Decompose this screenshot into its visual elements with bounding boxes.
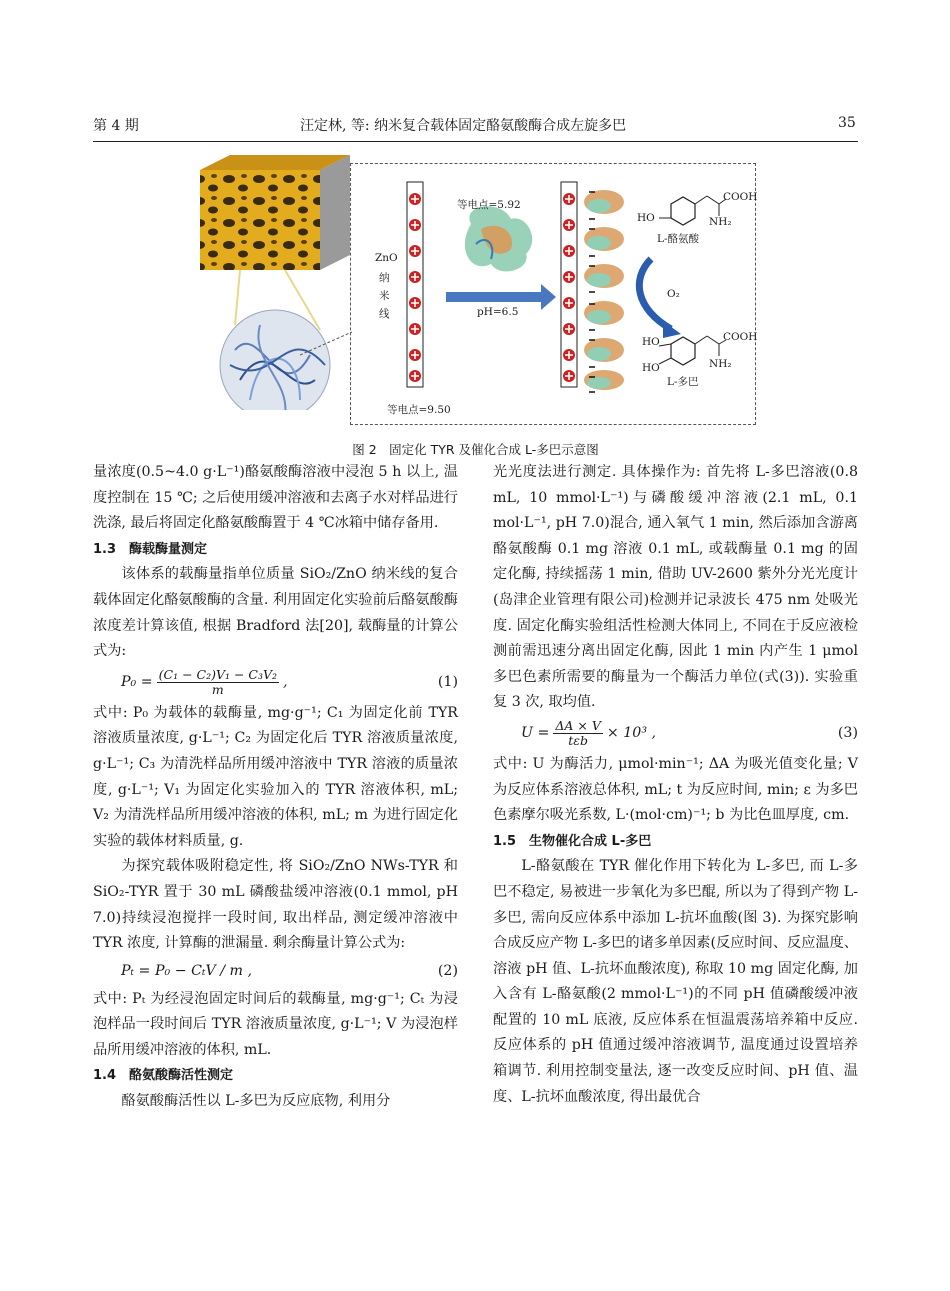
paragraph: 为探究载体吸附稳定性, 将 SiO₂/ZnO NWs-TYR 和 SiO₂-TYR 置于 30 mL 磷酸盐缓冲溶液(0.1 mmol, pH 7.0)持续浸泡搅拌一段时间, 取出样品, 测定缓冲溶液中 TYR 浓度, 计算酶的泄漏量. 剩余酶量计算公式为: [93,858,458,952]
equation-3 [493,716,858,752]
o2-label: O₂ [667,288,680,300]
paragraph: 酪氨酸酶活性以 L-多巴为反应底物, 利用分 [121,1093,391,1110]
pi-zno-label: 等电点=9.50 [387,404,451,416]
figure-caption: 图 2 固定化 TYR 及催化合成 L-多巴示意图 [352,442,599,457]
zno-cn-1: 纳 [379,272,390,284]
eq3-fraction [553,719,603,748]
section-heading-1-4: 1.4 酪氨酸酶活性测定 [93,1068,234,1084]
eq1-number: (1) [437,673,458,690]
running-title: 汪定林, 等: 纳米复合载体固定酪氨酸酶合成左旋多巴 [300,118,627,134]
zno-cn-3: 线 [379,308,390,320]
paragraph: 光光度法进行测定. 具体操作为: 首先将 L-多巴溶液(0.8 mL, 10 mmol·L⁻¹)与磷酸缓冲溶液(2.1 mL, 0.1 mol·L⁻¹, pH 7.0)混合, 通入氧气 1 min, 然后添加含游离酪氨酸酶 0.1 mg 溶液 0.1 mL, 或载酶量 0.1 mg 的固定化酶, 持续摇荡 1 min, 借助 UV-2600 紫外分光光度计(岛津企业管理有限公司)检测并记录波长 475 nm 处吸光度. 固定化酶实验组活性检测大体同上, 不同在于反应液检测前需迅速分离出固定化酶, 因此 1 min 内产生 1 μmol 多巴色素所需要的酶量为一个酶活力单位(式(3)). 实验重复 3 次, 取均值. [493,464,858,711]
ho-label-1: HO [637,212,655,224]
pi-tyr-label: 等电点=5.92 [457,199,521,211]
cooh-label-2: COOH [723,331,758,343]
nh2-label-1: NH₂ [709,216,732,228]
equation-1 [93,665,458,701]
enzyme-structure-icon [465,206,532,271]
equation-2 [93,957,458,987]
eq2-body: Pₜ = P₀ − CₜV / m , [121,962,252,979]
page-number: 35 [838,115,856,131]
ho-label-3: HO [642,362,660,374]
paragraph: L-酪氨酸在 TYR 催化作用下转化为 L-多巴, 而 L-多巴不稳定, 易被进一步氧化为多巴醌, 所以为了得到产物 L-多巴, 需向反应体系中添加 L-抗坏血酸(图 3). 为探究影响合成反应产物 L-多巴的诸多单因素(反应时间、反应温度、溶液 pH 值、L-抗坏血酸浓度), 称取 10 mg 固定化酶, 加入含有 L-酪氨酸(2 mmol·L⁻¹)的不同 pH 值磷酸缓冲液配置的 10 mL 底液, 反应体系在恒温震荡培养箱中反应. 反应体系的 pH 值通过缓冲溶液调节, 温度通过设置培养箱调节. 利用控制变量法, 逐一改变反应时间、pH 值、温度、L-抗坏血酸浓度, 得出最优合 [493,858,858,1105]
nh2-label-2: NH₂ [709,358,732,370]
paragraph: 式中: P₀ 为载体的载酶量, mg·g⁻¹; C₁ 为固定化前 TYR 溶液质量浓度, g·L⁻¹; C₂ 为固定化后 TYR 溶液质量浓度, g·L⁻¹; C₃ 为清洗样品所用缓冲溶液中 TYR 溶液的质量浓度, g·L⁻¹; V₁ 为固定化实验加入的 TYR 溶液体积, mL; V₂ 为清洗样品所用缓冲溶液的体积, mL; m 为进行固定化实验的载体材料质量, g. [93,704,458,849]
section-heading-1-5: 1.5 生物催化合成 L-多巴 [493,833,652,849]
paragraph: 式中: Pₜ 为经浸泡固定时间后的载酶量, mg·g⁻¹; Cₜ 为浸泡样品一段时间后 TYR 溶液质量浓度, g·L⁻¹; V 为浸泡样品所用缓冲溶液的体积, mL. [93,990,458,1058]
paragraph: 量浓度(0.5~4.0 g·L⁻¹)酪氨酸酶溶液中浸泡 5 h 以上, 温度控制在 15 ℃; 之后使用缓冲溶液和去离子水对样品进行洗涤, 最后将固定化酪氨酸酶置于 4 ℃冰箱中储存备用. [93,464,458,532]
ph-label: pH=6.5 [477,306,519,318]
eq1-denominator: m [211,682,224,698]
right-column [493,460,858,1110]
eq1-tail: , [283,673,288,690]
eq1-lhs: P₀ = [121,673,153,690]
eq3-numerator: ΔA × V [555,718,601,734]
section-heading-1-3: 1.3 酶载酶量测定 [93,541,208,557]
paragraph: 该体系的载酶量指单位质量 SiO₂/ZnO 纳米线的复合载体固定化酪氨酸酶的含量. 利用固定化实验前后酪氨酸酶浓度差计算该值, 根据 Bradford 法[20], 载酶量的计算公式为: [93,566,458,660]
eq3-denominator: tεb [568,733,588,749]
eq3-lhs: U = [521,725,550,742]
porous-carrier-image [190,150,370,410]
zno-cn-2: 米 [379,290,390,302]
left-column [93,460,458,1115]
eq1-fraction [157,668,279,697]
eq3-tail: × 10³ , [606,725,657,742]
tyrosine-label: L-酪氨酸 [657,233,700,245]
ho-label-2: HO [642,336,660,348]
eq3-number: (3) [837,725,858,742]
eq2-number: (2) [437,962,458,979]
paragraph: 式中: U 为酶活力, μmol·min⁻¹; ΔA 为吸光值变化量; V 为反应体系溶液总体积, mL; t 为反应时间, min; ε 为多巴色素摩尔吸光系数, L·(mol·cm)⁻¹; b 为比色皿厚度, cm. [493,755,858,824]
journal-issue: 第 4 期 [93,118,139,134]
figure-2 [0,0,950,440]
ldopa-label: L-多巴 [667,376,699,388]
eq1-numerator: (C₁ − C₂)V₁ − C₃V₂ [158,667,278,683]
zno-label: ZnO [375,252,398,264]
zoom-line [300,330,355,360]
schematic-box [350,163,756,425]
cooh-label-1: COOH [723,191,758,203]
